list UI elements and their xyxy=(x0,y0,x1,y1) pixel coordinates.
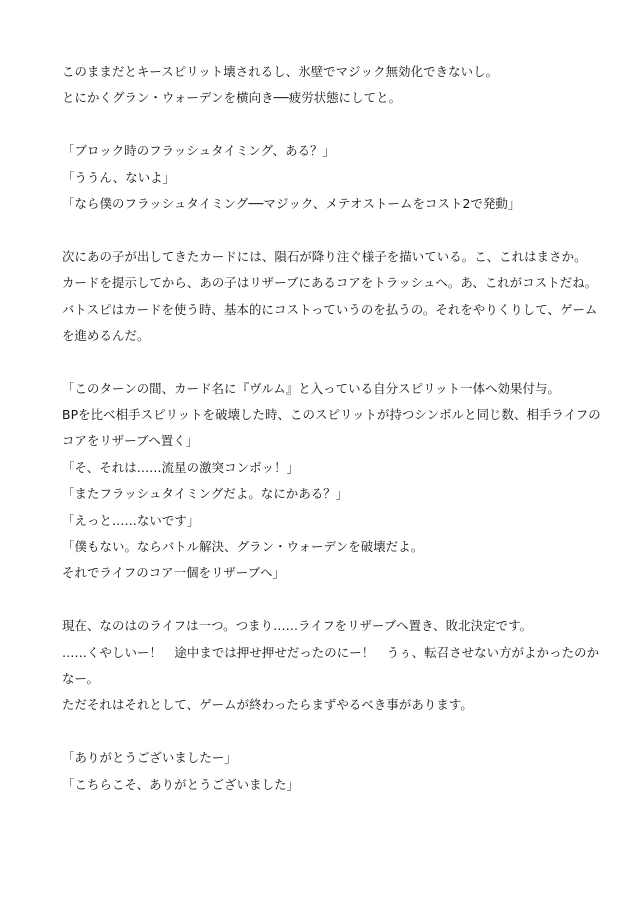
dialogue-line: BPを比べ相手スピリットを破壊した時、このスピリットが持つシンボルと同じ数、相手ライフの xyxy=(62,407,601,423)
blank-line xyxy=(62,587,582,613)
dialogue-line: 「ブロック時のフラッシュタイミング、ある？」 xyxy=(62,143,336,159)
dialogue-line: 「なら僕のフラッシュタイミング──マジック、メテオストームをコスト2で発動」 xyxy=(62,195,521,211)
text-line: 現在、なのはのライフは一つ。つまり……ライフをリザーブへ置き、敗北決定です。 xyxy=(62,618,533,634)
text-line: このままだとキースピリット壊されるし、氷壁でマジック無効化できないし。 xyxy=(62,64,499,79)
text-line: なー。 xyxy=(62,670,99,686)
dialogue-line: 「僕もない。ならバトル解決、グラン・ウォーデンを破壊だよ。 xyxy=(62,539,424,555)
text-line: ただそれはそれとして、ゲームが終わったらまずやるべき事があります。 xyxy=(62,697,473,713)
dialogue-line: 「こちらこそ、ありがとうございました」 xyxy=(62,776,300,792)
dialogue-line: それでライフのコア一個をリザーブへ」 xyxy=(62,565,285,581)
dialogue-line: 「えっと……ないです」 xyxy=(62,512,200,528)
text-line: バトスピはカードを使う時、基本的にコストっていうのを払うの。それをやりくりして、ゲーム xyxy=(62,301,598,317)
text-line: を進めるんだ。 xyxy=(62,327,150,343)
text-line: ……くやしいー！ 途中までは押せ押せだったのにー！ うぅ、転召させない方がよかったのか xyxy=(62,644,600,660)
blank-line xyxy=(62,349,582,375)
dialogue-line: 「またフラッシュタイミングだよ。なにかある？」 xyxy=(62,486,349,502)
text-line: 次にあの子が出してきたカードには、隕石が降り注ぐ様子を描いている。こ、これはまさか。 xyxy=(62,248,587,264)
text-line: カードを提示してから、あの子はリザーブにあるコアをトラッシュへ。あ、これがコストだね。 xyxy=(62,275,598,291)
dialogue-line: コアをリザーブへ置く」 xyxy=(62,433,199,449)
blank-line xyxy=(62,719,582,745)
text-line: とにかくグラン・ウォーデンを横向き──疲労状態にしてと。 xyxy=(62,90,402,106)
dialogue-line: 「このターンの間、カード名に『ヴルム』と入っている自分スピリット一体へ効果付与。 xyxy=(62,380,561,396)
blank-line xyxy=(62,217,582,243)
dialogue-line: 「ありがとうございましたー」 xyxy=(62,750,237,766)
blank-line xyxy=(62,112,582,138)
story-text xyxy=(62,59,601,798)
dialogue-line: 「そ、それは……流星の激突コンボッ！」 xyxy=(62,459,300,475)
dialogue-line: 「ううん、ないよ」 xyxy=(62,169,176,185)
